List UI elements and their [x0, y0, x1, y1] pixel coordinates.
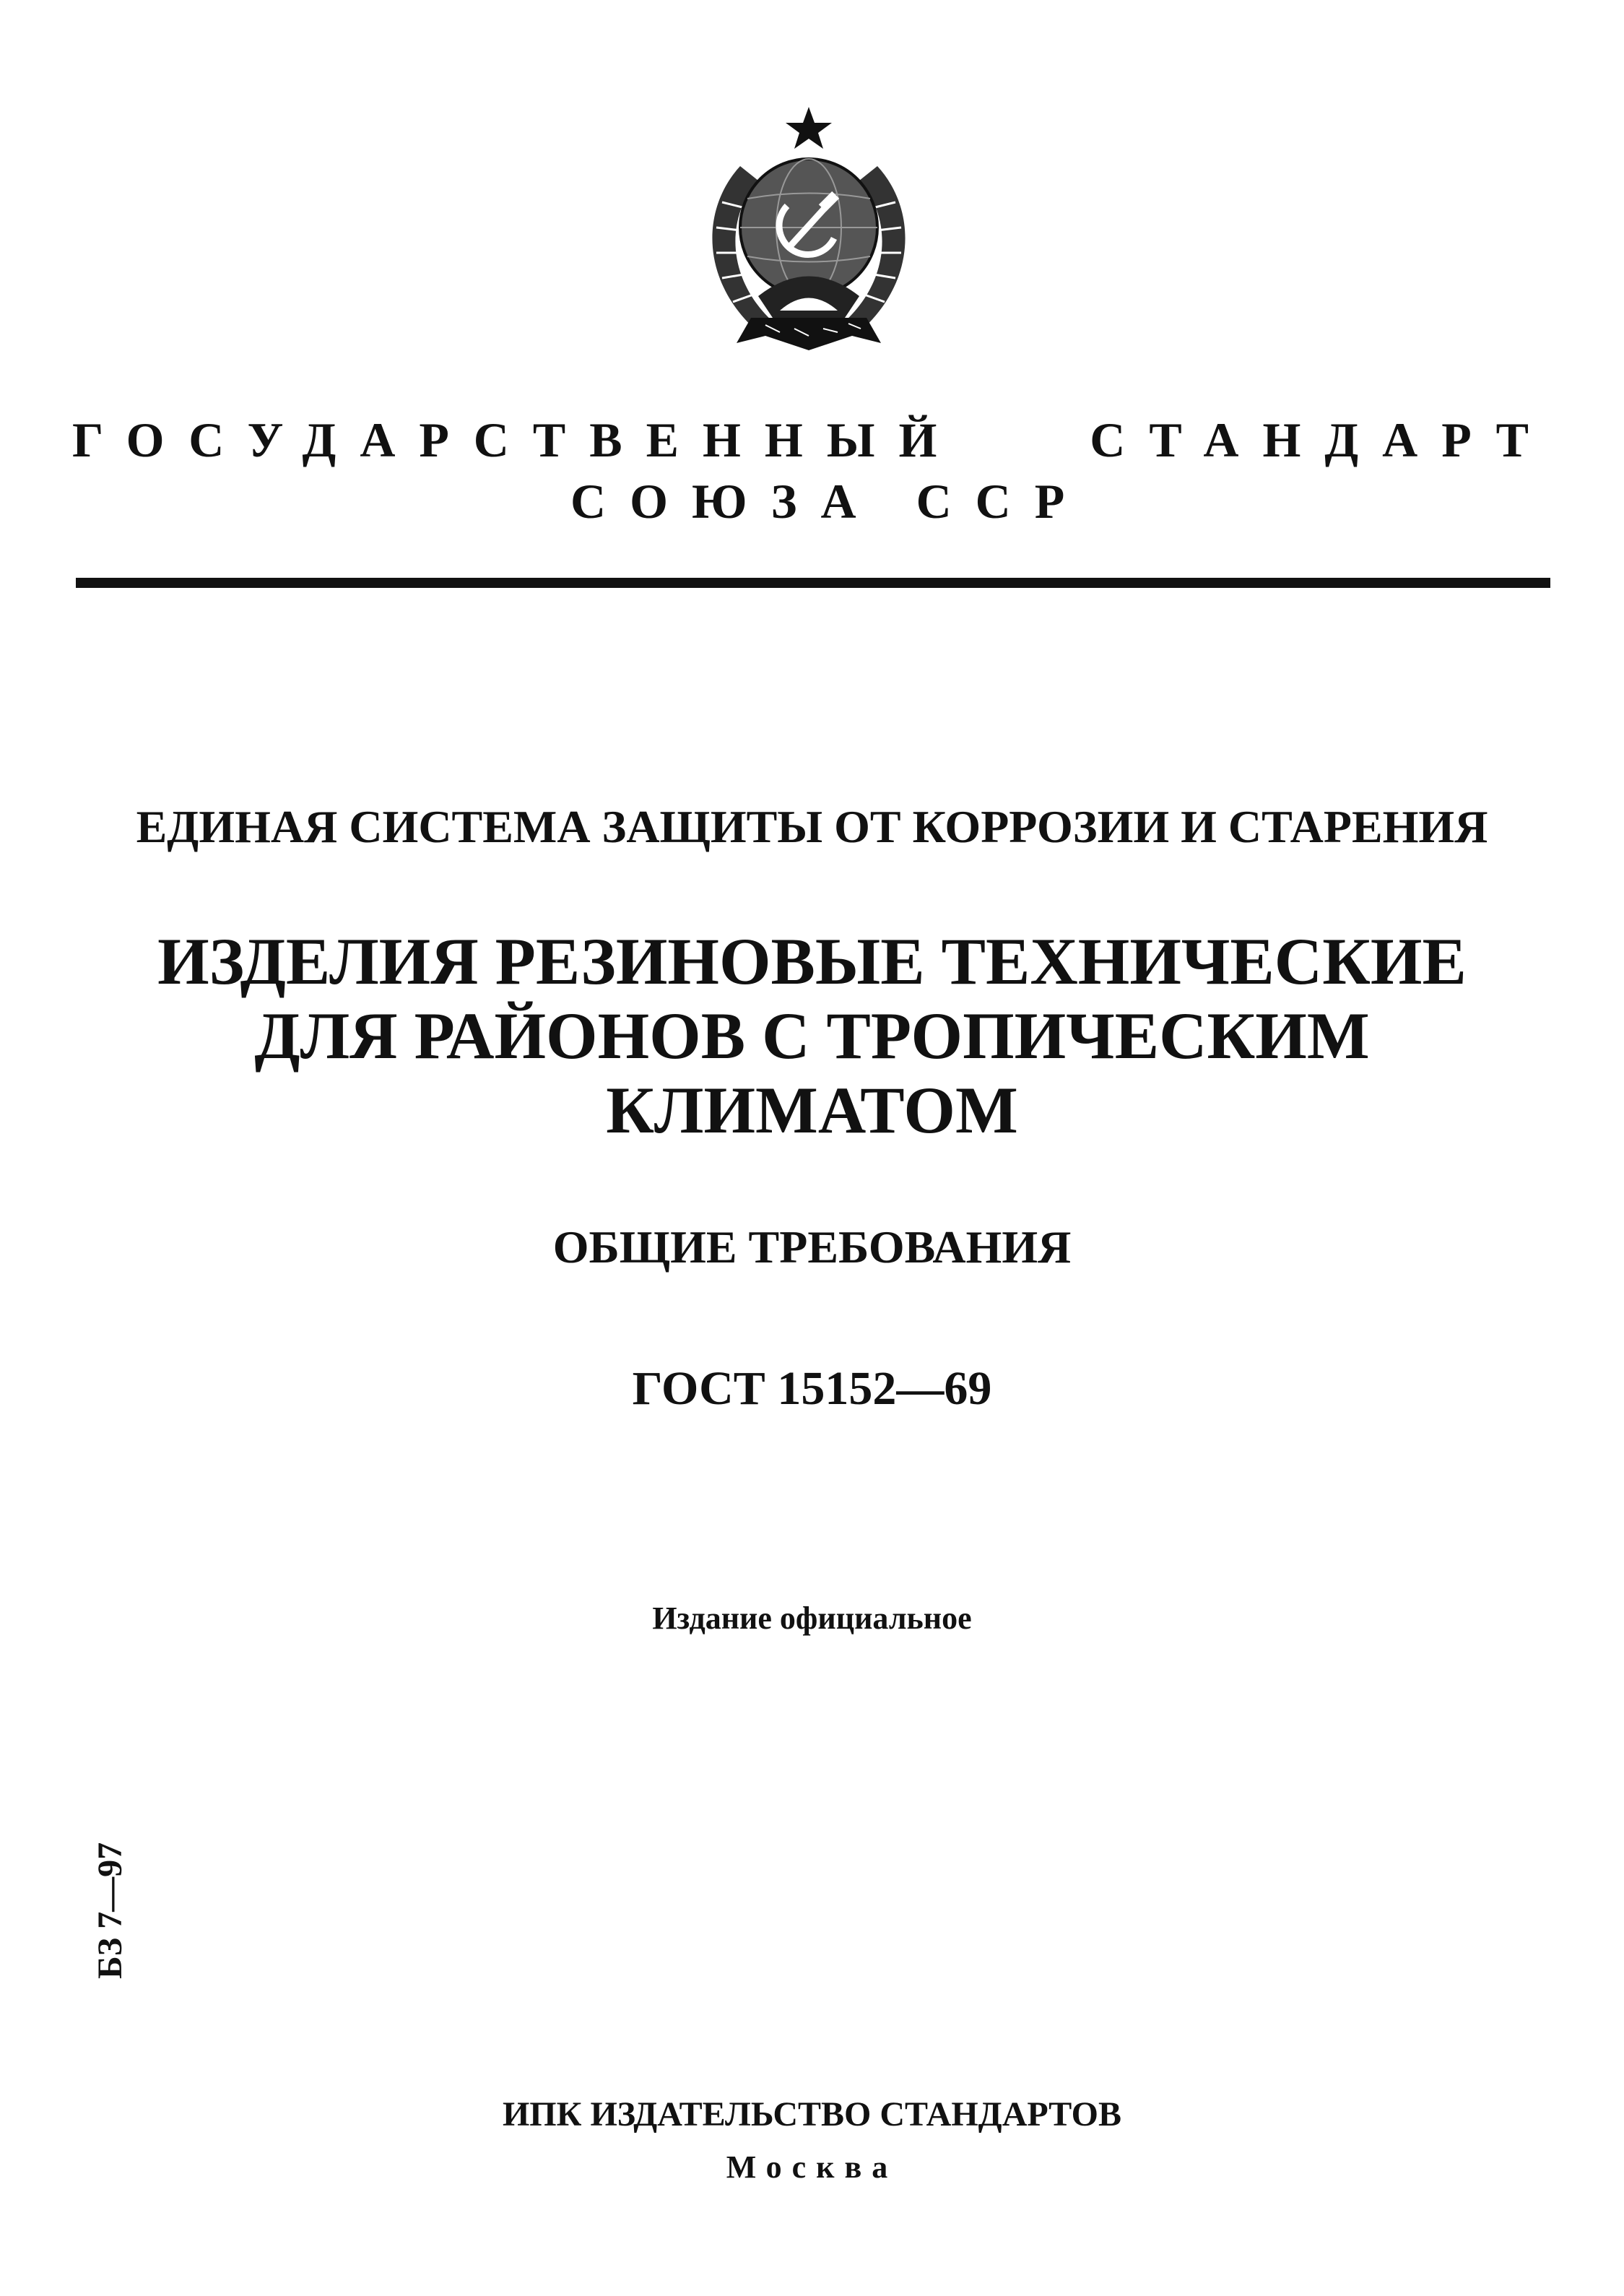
edition-label: Издание официальное — [652, 1600, 972, 1636]
standard-number: ГОСТ 15152—69 — [632, 1362, 992, 1415]
header-line-1 — [72, 412, 1553, 467]
document-title — [0, 924, 1624, 1148]
document-title-line-1: ИЗДЕЛИЯ РЕЗИНОВЫЕ ТЕХНИЧЕСКИЕ — [157, 924, 1467, 998]
document-title-line-2: ДЛЯ РАЙОНОВ С ТРОПИЧЕСКИМ — [254, 999, 1370, 1073]
header-word-standard: СТАНДАРТ — [1090, 412, 1553, 467]
header-word-state: ГОСУДАРСТВЕННЫЙ — [72, 412, 961, 467]
side-code: БЗ 7—97 — [91, 1842, 129, 1979]
ussr-coat-of-arms-icon — [672, 101, 946, 376]
document-title-line-3: КЛИМАТОМ — [606, 1073, 1018, 1148]
publisher-name: ИПК ИЗДАТЕЛЬСТВО СТАНДАРТОВ — [502, 2095, 1122, 2133]
document-subtitle: ОБЩИЕ ТРЕБОВАНИЯ — [552, 1221, 1072, 1273]
publisher-city: Москва — [726, 2149, 898, 2185]
header-divider — [76, 578, 1550, 588]
header-line-2: СОЮЗА ССР — [570, 474, 1089, 529]
series-title: ЕДИНАЯ СИСТЕМА ЗАЩИТЫ ОТ КОРРОЗИИ И СТАРЕНИЯ — [136, 801, 1488, 852]
